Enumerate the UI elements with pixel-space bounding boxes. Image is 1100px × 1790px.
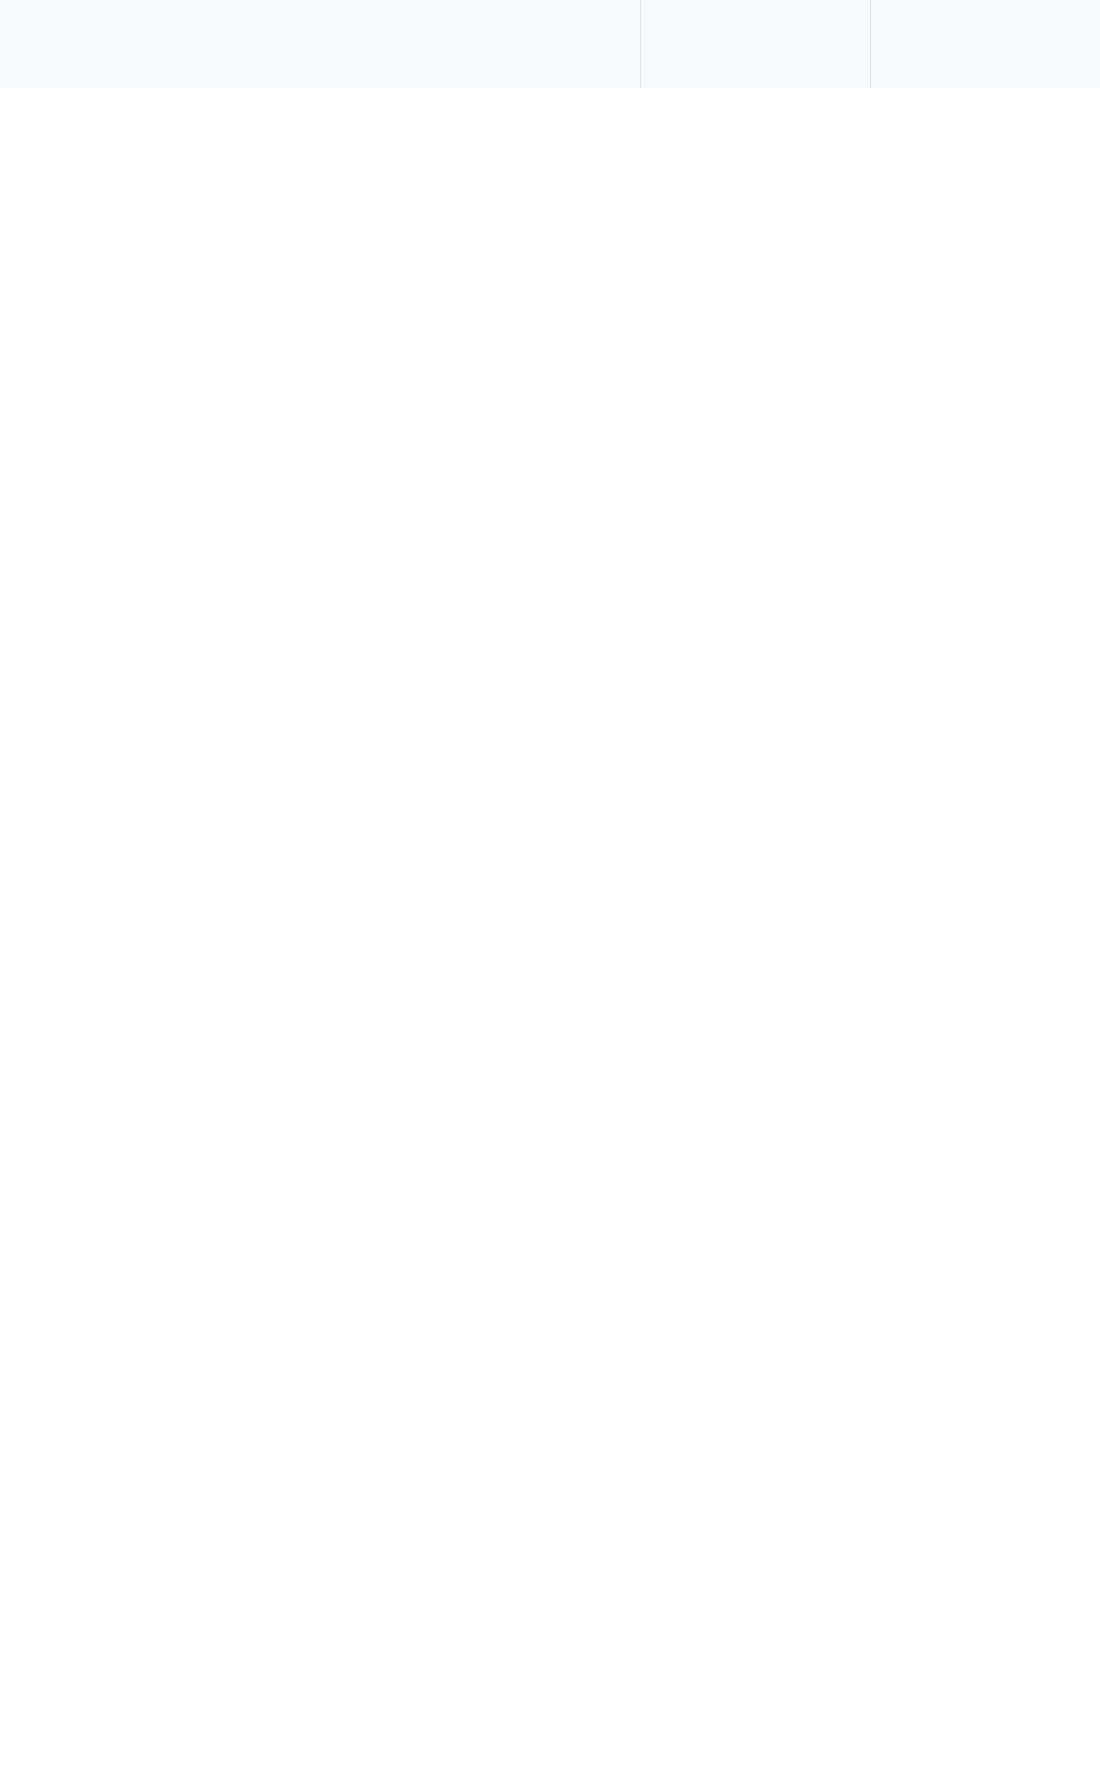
header-essentials-kit [870,0,1100,88]
header-standard-kit [640,0,870,88]
header-accessories [0,0,640,88]
table-header [0,0,1100,88]
